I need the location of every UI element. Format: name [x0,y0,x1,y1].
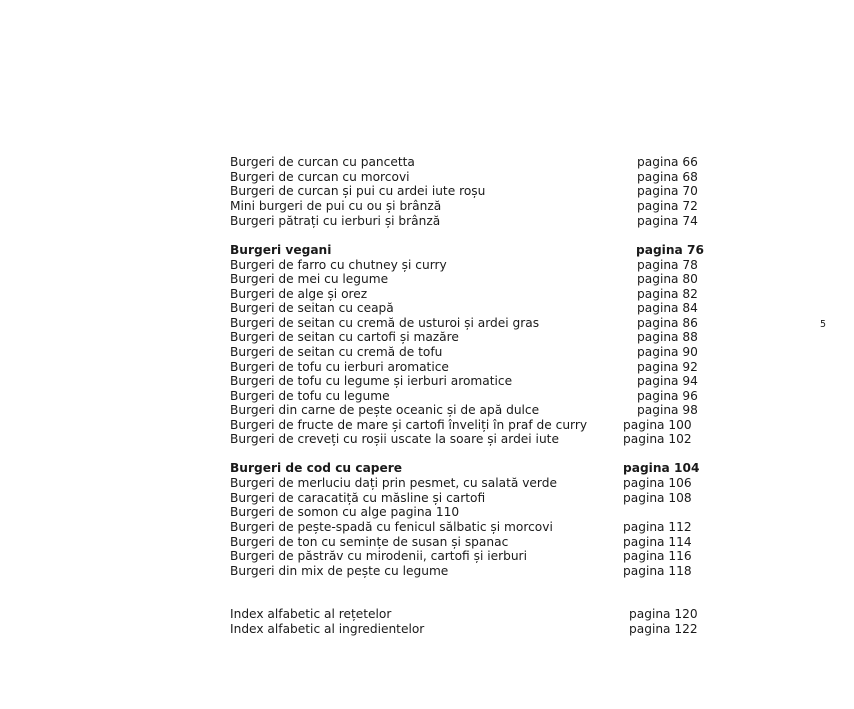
toc-entry [230,476,700,491]
toc-entry-page: pagina 122 [629,622,698,636]
toc-entry-page: pagina 70 [637,184,698,198]
toc-entry-page: pagina 88 [637,330,698,344]
toc-entry [230,432,700,447]
toc-entry [230,535,700,550]
toc-entry [230,170,700,185]
toc-entry-page: pagina 86 [637,316,698,330]
toc-entry-page: pagina 116 [623,549,692,563]
toc-entry-title: Burgeri de seitan cu cremă de tofu [230,345,443,359]
toc-entry-title: Burgeri de ton cu semințe de susan și spanac [230,535,509,549]
toc-entry [230,258,700,273]
toc-entry-title: Burgeri de tofu cu legume [230,389,390,403]
page-number: 5 [820,319,827,330]
toc-entry-title: Burgeri de farro cu chutney și curry [230,258,447,272]
toc-entry-title: Burgeri de pește-spadă cu fenicul sălbatic și morcovi [230,520,553,534]
toc-entry [230,418,700,433]
toc-entry-title: Burgeri din carne de pește oceanic și de apă dulce [230,403,540,417]
toc-entry-page: pagina 104 [623,461,700,475]
toc-entry-page: pagina 84 [637,301,698,315]
toc-entry [230,403,700,418]
toc-entry [230,184,700,199]
toc-entry-page: pagina 112 [623,520,692,534]
toc-entry-page: pagina 100 [623,418,692,432]
toc-entry [230,607,700,622]
toc-entry [230,272,700,287]
toc-entry [230,622,700,637]
toc-entry-title: Burgeri de merluciu dați prin pesmet, cu salată verde [230,476,557,490]
toc-entry [230,520,700,535]
toc-entry-title: Burgeri de tofu cu legume și ierburi aromatice [230,374,513,388]
toc-entry-title: Burgeri de seitan cu cartofi și mazăre [230,330,459,344]
toc-entry [230,461,700,476]
toc-entry [230,345,700,360]
toc-entry-page: pagina 120 [629,607,698,621]
toc-entry-page: pagina 94 [637,374,698,388]
toc-entry-page: pagina 78 [637,258,698,272]
toc-entry-page: pagina 114 [623,535,692,549]
toc-entry-page: pagina 108 [623,491,692,505]
toc-entry [230,214,700,229]
toc-entry [230,243,704,258]
toc-entry-title: Burgeri de păstrăv cu mirodenii, cartofi și ierburi [230,549,527,563]
toc-entry [230,505,700,520]
toc-entry-title: Index alfabetic al rețetelor [230,607,392,621]
toc-entry [230,199,700,214]
toc-entry-title: Burgeri din mix de pește cu legume [230,564,449,578]
toc-entry-title: Burgeri de somon cu alge pagina 110 [230,505,460,519]
toc-entry-page: pagina 106 [623,476,692,490]
toc-entry [230,330,700,345]
toc-entry [230,316,700,331]
toc-entry [230,564,700,579]
toc-entry-page: pagina 90 [637,345,698,359]
toc-entry-title: Burgeri pătrați cu ierburi și brânză [230,214,441,228]
toc-entry-title: Burgeri de seitan cu ceapă [230,301,394,315]
toc-entry-page: pagina 82 [637,287,698,301]
toc-entry-page: pagina 72 [637,199,698,213]
toc-entry-page: pagina 98 [637,403,698,417]
toc-entry [230,389,700,404]
toc-entry-title: Burgeri de curcan cu morcovi [230,170,410,184]
toc-entry-title: Index alfabetic al ingredientelor [230,622,425,636]
toc-entry-title: Burgeri de fructe de mare și cartofi înveliți în praf de curry [230,418,588,432]
toc-entry-title: Burgeri de curcan cu pancetta [230,155,415,169]
toc-entry-page: pagina 92 [637,360,698,374]
toc-entry [230,155,700,170]
toc-entry-title: Burgeri de curcan și pui cu ardei iute roșu [230,184,486,198]
toc-entry-title: Burgeri de caracatiță cu măsline și cartofi [230,491,486,505]
toc-entry-page: pagina 76 [636,243,704,257]
toc-entry [230,360,700,375]
toc-entry-page: pagina 80 [637,272,698,286]
toc-entry-title: Burgeri vegani [230,243,332,257]
toc-entry-page: pagina 68 [637,170,698,184]
toc-entry-title: Burgeri de creveți cu roșii uscate la soare și ardei iute [230,432,559,446]
toc-entry-title: Burgeri de mei cu legume [230,272,389,286]
toc-entry-title: Burgeri de cod cu capere [230,461,403,475]
toc-entry-page: pagina 102 [623,432,692,446]
toc-entry-page: pagina 118 [623,564,692,578]
toc-entry-page: pagina 66 [637,155,698,169]
toc-entry-page: pagina 96 [637,389,698,403]
toc-entry [230,549,700,564]
toc-entry [230,301,700,316]
toc-entry-title: Burgeri de seitan cu cremă de usturoi și ardei gras [230,316,540,330]
toc-entry [230,374,700,389]
toc-entry-page: pagina 74 [637,214,698,228]
toc-entry [230,491,700,506]
toc-entry [230,287,700,302]
toc-entry-title: Burgeri de alge și orez [230,287,368,301]
toc-entry-title: Burgeri de tofu cu ierburi aromatice [230,360,449,374]
toc-entry-title: Mini burgeri de pui cu ou și brânză [230,199,442,213]
